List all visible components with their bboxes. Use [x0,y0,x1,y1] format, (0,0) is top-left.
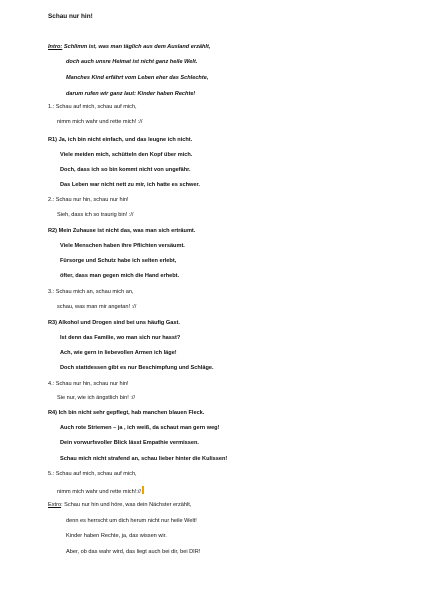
verse-r4-line-1: R4) Ich bin nicht sehr gepflegt, hab manchen blauen Fleck. [48,410,205,416]
refrain-5-line-1: 5.: Schau auf mich, schau auf mich, [48,471,137,477]
verse-r2-line-1: R2) Mein Zuhause ist nicht das, was man sich erträumt. [48,228,196,234]
verse-r1-line-4: Das Leben war nicht nett zu mir, ich hatte es schwer. [60,182,200,188]
verse-r2-line-3: Fürsorge und Schutz habe ich selten erlebt, [60,258,177,264]
refrain-1-line-1: 1.: Schau auf mich, schau auf mich, [48,104,137,110]
intro-line-3: Manches Kind erfährt vom Leben eher das Schlechte, [66,75,209,81]
intro-line-2: doch auch unsre Heimat ist nicht ganz heile Welt. [66,59,198,65]
refrain-4-line-2: Sie nur, wie ich ängstlich bin! :// [57,395,136,401]
verse-r1-line-2: Viele meiden mich, schütteln den Kopf über mich. [60,152,193,158]
document-title: Schau nur hin! [48,13,93,20]
verse-r1-line-3: Doch, dass ich so bin kommt nicht von ungefähr. [60,167,191,173]
refrain-5-line-2: nimm mich wahr und rette mich!:// [57,486,144,496]
verse-r4-line-3: Dein vorwurfsvoller Blick lässt Empathie vermissen. [60,440,199,446]
verse-r3-line-3: Ach, wie gern in liebevollen Armen ich läge! [60,350,177,356]
verse-r2-line-2: Viele Menschen haben ihre Pflichten versäumt. [60,243,185,249]
refrain-2-line-1: 2.: Schau nur hin, schau nur hin! [48,197,129,203]
intro-line-4: darum rufen wir ganz laut: Kinder haben Rechte! [66,91,196,97]
extro-line-3: Kinder haben Rechte, ja, das wissen wir. [66,533,167,539]
text-cursor [142,486,144,494]
refrain-3-line-1: 3.: Schau mich an, schau mich an, [48,289,134,295]
verse-r3-line-2: Ist denn das Familie, wo man sich nur hasst? [60,335,181,341]
refrain-2-line-2: Sieh, dass ich so traurig bin! :// [57,212,134,218]
refrain-1-line-2: nimm mich wahr und rette mich! :// [57,119,143,125]
extro-line-2: denn es herrscht um dich herum nicht nur heile Welt! [66,518,197,524]
verse-r3-line-1: R3) Alkohol und Drogen sind bei uns häufig Gast. [48,320,180,326]
intro-label: Intro: [48,44,63,50]
verse-r4-line-4: Schau mich nicht strafend an, schau lieber hinter die Kulissen! [60,456,228,462]
verse-r3-line-4: Doch stattdessen gibt es nur Beschimpfung und Schläge. [60,365,214,371]
verse-r4-line-2: Auch rote Striemen – ja , ich weiß, da schaut man gern weg! [60,425,220,431]
extro-line-4: Aber, ob das wahr wird, das liegt auch bei dir, bei DIR! [66,549,201,555]
extro-label: Extro [48,502,62,508]
verse-r2-line-4: öfter, dass man gegen mich die Hand erhebt. [60,273,180,279]
verse-r1-line-1: R1) Ja, ich bin nicht einfach, und das leugne ich nicht. [48,137,193,143]
intro-line-1: Intro: Schlimm ist, was man täglich aus dem Ausland erzählt, [48,44,211,50]
refrain-3-line-2: schau, was man mir angetan! :// [57,304,137,310]
extro-line-1: Extro: Schau nur hin und höre, was dein Nächster erzählt, [48,502,192,508]
refrain-4-line-1: 4.: Schau nur hin, schau nur hin! [48,381,129,387]
